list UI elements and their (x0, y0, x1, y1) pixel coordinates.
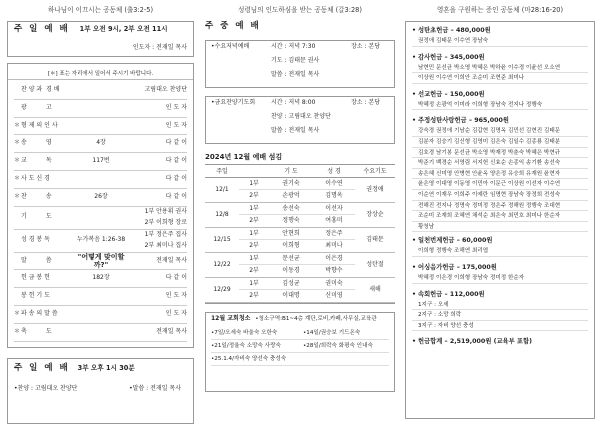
order-detail: "어떻게 맞이할까?" (77, 252, 125, 269)
order-person: 전재일 목사 (156, 256, 187, 264)
worship-order-row (14, 207, 187, 230)
order-person: 인 도 자 (165, 292, 187, 300)
service-session: 1부 (249, 280, 259, 287)
worship-order-list (14, 82, 187, 342)
service-session: 2부 (249, 267, 259, 274)
offering-list (412, 26, 588, 347)
cleaning-item: •21일/정율숙 소망숙 사랑숙 (211, 342, 281, 349)
service-duty-group (205, 278, 395, 303)
third-service-praise: •찬양 : 고림대오 찬양단 (14, 384, 78, 392)
service-session: 2부 (249, 242, 259, 249)
offering-names: 전해진 전지나 정명숙 정미정 정은주 정해원 정행숙 조대현 (412, 201, 588, 212)
order-name: 봉 헌 기 도 (21, 292, 50, 300)
offering-section (412, 90, 588, 111)
service-duty-row (239, 240, 355, 252)
order-person: 다 같 이 (165, 139, 187, 147)
order-person: 다 같 이 (165, 274, 187, 282)
offering-names: 조순미 조재희 조혜연 채석순 최은숙 최민호 최미나 한순자 (412, 211, 588, 222)
service-duty-row (239, 215, 355, 227)
service-session: 2부 (249, 217, 259, 224)
offering-section (412, 290, 588, 332)
order-name: 찬 송 (21, 192, 52, 200)
offering-title-text: 헌금합계 – 2,519,000원 (교육부 포함) (418, 338, 532, 346)
service-wed-prayer: 장상순 (366, 210, 384, 218)
friday-label: •금요찬양기도회 (211, 99, 256, 106)
offering-section (412, 116, 588, 232)
order-name: 교 독 (21, 157, 52, 165)
cleaning-list (211, 327, 389, 366)
stand-mark: ＊ (14, 174, 21, 182)
offering-names: 강숙경 권정애 기남순 김갑현 김명옥 김민선 김현진 김태문 (412, 126, 588, 137)
order-name: 형 제 의 인 사 (21, 121, 58, 129)
offering-section (412, 263, 588, 284)
order-person: 2부 이희형 장로 (144, 218, 187, 226)
offering-section (412, 26, 588, 47)
service-prayer: 손광억 (282, 192, 300, 199)
service-scripture: 신미영 (325, 292, 343, 299)
worship-order-row (14, 153, 187, 171)
service-date: 12/22 (213, 260, 231, 268)
service-date: 12/29 (213, 285, 231, 293)
cleaning-row (211, 327, 389, 340)
worship-order-row (14, 253, 187, 271)
service-duty-header (205, 165, 395, 178)
sunday-worship-title: 주 일 예 배 (14, 24, 70, 34)
service-duty-title: 2024년 12월 예배 섬김 (205, 153, 283, 161)
service-scripture: 박향수 (325, 267, 343, 274)
standing-note: [＊] 표는 자리에서 일어서 주시기 바랍니다. (8, 68, 193, 80)
column-header: 영혼을 구원하는 증인 공동체 (마28:16-20) (436, 6, 564, 14)
offering-names: 이순연 이재우 이희주 이예란 임명현 장남숙 장정희 전성숙 (412, 190, 588, 201)
service-prayer: 안현희 (282, 230, 300, 237)
service-date: 12/8 (215, 210, 229, 218)
worship-order-row (14, 270, 187, 288)
offering-names: 2지구 : 소망 희락 (412, 310, 588, 321)
order-name: 성 경 봉 독 (21, 236, 50, 244)
worship-order-row (14, 306, 187, 324)
offering-title: • 주정성탄사랑헌금 – 965,000원 (412, 117, 509, 125)
service-session: 1부 (249, 205, 259, 212)
service-prayer: 정행숙 (282, 217, 300, 224)
order-person: 2부 최미나 집사 (144, 241, 187, 249)
order-name: 헌 금 봉 헌 (21, 274, 50, 282)
service-duty-group (205, 228, 395, 253)
worship-order-row (14, 118, 187, 136)
cleaning-row (211, 353, 389, 366)
wednesday-sermon: 말씀 : 전재일 목사 (271, 70, 320, 78)
service-prayer: 문선균 (282, 255, 300, 262)
service-duty-header-cell: 주일 (216, 168, 228, 175)
service-session: 1부 (249, 230, 259, 237)
friday-prayer-box (205, 96, 395, 144)
offering-names: 1지구 : 오세 (412, 300, 588, 311)
service-wed-prayer: 성탄절 (366, 260, 384, 268)
offering-names: 윤은영 이대영 이동영 이민아 이문근 이상원 이선자 이수연 (412, 179, 588, 190)
order-name: 사 도 신 경 (21, 174, 50, 182)
cleaning-item: •7일/오세숙 바울숙 오한숙 (211, 329, 278, 336)
cleaning-area: •청소구역:B1~4층 계단,로비,카페,사무실,교육관 (255, 316, 377, 322)
service-scripture: 권미숙 (325, 280, 343, 287)
column-header: 성령님의 인도하심을 받는 공동체 (갈3:28) (238, 6, 362, 14)
service-date: 12/1 (215, 185, 229, 193)
offering-box (405, 21, 595, 419)
service-duty-row (239, 228, 355, 240)
service-prayer: 이동경 (282, 267, 300, 274)
third-service-time: 3부 오후 1시 30분 (77, 364, 135, 372)
order-person: 1부 정은주 집사 (144, 230, 187, 238)
service-duty-table (205, 164, 395, 304)
cleaning-row (211, 340, 389, 353)
offering-title: • 선교헌금 – 150,000원 (412, 90, 485, 98)
offering-title-text: 속회헌금 – 112,000원 (418, 290, 485, 298)
wednesday-time: 시간 : 저녁 7:30 (271, 43, 316, 50)
offering-names: 박준기 백경순 서영림 서지헌 신효순 손종익 송기환 송선숙 (412, 158, 588, 169)
column-worship-order (7, 0, 194, 424)
worship-order-row (14, 171, 187, 189)
service-duty-header-cell: 성 경 (327, 168, 341, 175)
offering-names: 송은혜 신미영 안병현 안윤옥 양은정 유승희 유재원 윤현자 (412, 169, 588, 180)
order-detail: 누가복음 1:26-38 (76, 236, 126, 244)
service-scripture: 이수연 (325, 180, 343, 187)
stand-mark: ＊ (14, 309, 21, 317)
service-duty-group (205, 178, 395, 203)
order-person: 다 같 이 (165, 192, 187, 200)
service-duty-row (239, 203, 355, 215)
order-detail: 26장 (94, 192, 108, 200)
service-prayer: 이대명 (282, 292, 300, 299)
offering-title: • 성탄초헌금 – 480,000원 (412, 27, 491, 34)
third-service-title: 주 일 예 배 (14, 363, 70, 373)
worship-order-row (14, 100, 187, 118)
service-scripture: 정은주 (325, 230, 343, 237)
service-duty-row (239, 253, 355, 265)
offering-names: 이희형 정행숙 조해연 최리엽 (412, 246, 588, 257)
order-person: 고림대오 찬양단 (144, 85, 187, 93)
friday-time: 시간 : 저녁 8:00 (271, 99, 316, 106)
stand-mark: ＊ (14, 157, 21, 165)
stand-mark: ＊ (14, 121, 21, 129)
third-service-sermon: •말씀 : 전재일 목사 (129, 384, 181, 392)
service-duty-header-cell (239, 165, 269, 177)
offering-section (412, 236, 588, 257)
offering-title-text: 감사헌금 – 345,000원 (418, 53, 485, 61)
cleaning-item: •14일/권승보 기드온숙 (303, 329, 361, 336)
order-name: 말 씀 (21, 256, 52, 264)
stand-mark: ＊ (14, 139, 21, 147)
stand-mark: ＊ (14, 192, 21, 200)
service-prayer: 김성균 (282, 280, 300, 287)
offering-names: 남현민 문선균 박소영 박혜은 박하윤 이수경 이윤선 오소연 (412, 63, 588, 74)
offering-names: 김분자 김숭기 김신형 김영미 김은숙 김일수 김종룡 김태분 (412, 137, 588, 148)
service-prayer: 송선숙 (282, 205, 300, 212)
order-name: 찬 양 과 경 배 (21, 85, 60, 93)
offering-title-text: 일천번제헌금 – 60,000원 (418, 237, 493, 245)
offering-section (412, 337, 588, 347)
friday-sermon: 말씀 : 전재일 목사 (271, 126, 320, 134)
service-session: 1부 (249, 255, 259, 262)
order-name: 송 영 (21, 139, 52, 147)
service-duty-row (239, 190, 355, 202)
service-duty-row (239, 278, 355, 290)
sunday-worship-leader: 인도자 : 전재일 목사 (132, 44, 187, 51)
offering-title: • 어싱음가헌금 – 175,000원 (412, 263, 497, 271)
service-wed-prayer: 권정애 (366, 185, 384, 193)
worship-order-row (14, 82, 187, 100)
worship-order-row (14, 324, 187, 342)
service-prayer: 권기숙 (282, 180, 300, 187)
column-offerings (405, 0, 595, 424)
order-detail: 4장 (96, 139, 106, 147)
offering-title-text: 성탄초헌금 – 480,000원 (418, 27, 491, 34)
service-duty-row (239, 178, 355, 190)
worship-order-row (14, 230, 187, 253)
order-person: 인 도 자 (165, 309, 187, 317)
offering-title: • 속회헌금 – 112,000원 (412, 290, 485, 298)
friday-place: 장소 : 본당 (351, 99, 381, 106)
friday-praise: 찬양 : 고림대오 찬양단 (271, 112, 331, 120)
offering-names: 박혜정 손광억 이미라 이희형 장남숙 전지나 정행숙 (412, 100, 588, 111)
offering-title: • 감사헌금 – 345,000원 (412, 53, 485, 61)
cleaning-item: •28일/희락숙 화평숙 인내숙 (303, 342, 373, 349)
service-duty-header-cell: 수요기도 (363, 168, 387, 175)
service-duty-group (205, 203, 395, 228)
order-person: 전재일 목사 (156, 327, 187, 335)
sunday-worship-time: 1부 오전 9시, 2부 오전 11시 (79, 25, 168, 33)
worship-order-row (14, 135, 187, 153)
offering-title-text: 선교헌금 – 150,000원 (418, 90, 485, 98)
order-person: 인 도 자 (165, 103, 187, 111)
sunday-worship-box (7, 21, 194, 57)
service-scripture: 이선자 (325, 205, 343, 212)
service-duty-row (239, 290, 355, 302)
order-person: 인 도 자 (165, 121, 187, 129)
offering-title: • 헌금합계 – 2,519,000원 (교육부 포함) (412, 338, 532, 346)
service-scripture: 김명옥 (325, 192, 343, 199)
offering-names: 김호경 남기봉 문선균 박소영 박재정 박춘숙 박혜은 박현규 (412, 148, 588, 159)
offering-names: 권정애 김태문 이수연 장남숙 (412, 36, 588, 47)
cleaning-item: •25.1.4/자비숙 양선숙 충성숙 (211, 355, 287, 362)
offering-section (412, 53, 588, 84)
offering-names: 3지구 : 자비 양선 충성 (412, 321, 588, 332)
service-scripture: 이은경 (325, 255, 343, 262)
offering-title-text: 주정성탄사랑헌금 – 965,000원 (418, 117, 509, 125)
service-scripture: 여홍미 (325, 217, 343, 224)
weekday-worship-title: 주 중 예 배 (205, 21, 261, 31)
order-person: 다 같 이 (165, 174, 187, 182)
third-service-box (7, 358, 194, 424)
wednesday-prayer: 기도 : 김태문 권사 (271, 56, 320, 64)
worship-order-box (7, 63, 194, 348)
service-scripture: 최미나 (325, 242, 343, 249)
wednesday-label: •수요저녁예배 (211, 43, 250, 50)
offering-names: 이상원 이수연 이희안 조순미 조현준 최미나 (412, 73, 588, 84)
service-session: 1부 (249, 180, 259, 187)
order-detail: 182장 (92, 274, 110, 282)
worship-order-row (14, 288, 187, 306)
offering-names: 박혜정 이은경 이희형 장남숙 정미정 한순자 (412, 273, 588, 284)
wednesday-worship-box (205, 40, 395, 88)
order-name: 파 송 의 말 씀 (21, 309, 58, 317)
order-name: 축 도 (21, 327, 52, 335)
worship-order-row (14, 189, 187, 207)
offering-names: 황청남 (412, 222, 588, 233)
cleaning-box (205, 312, 395, 392)
offering-title-text: 어싱음가헌금 – 175,000원 (418, 263, 497, 271)
column-header: 하나님이 이끄시는 공동체 (출3:2-5) (47, 6, 154, 14)
order-person: 1부 안용휘 권사 (144, 207, 187, 215)
service-duty-group (205, 253, 395, 278)
stand-mark: ＊ (14, 327, 21, 335)
wednesday-place: 장소 : 본당 (351, 43, 381, 50)
order-name: 광 고 (21, 103, 52, 111)
service-wed-prayer: 새해 (369, 285, 381, 293)
order-detail: 117번 (92, 157, 110, 165)
service-session: 2부 (249, 292, 259, 299)
service-wed-prayer: 김태문 (366, 235, 384, 243)
cleaning-title: 12월 교회청소 (211, 315, 251, 322)
service-date: 12/15 (213, 235, 231, 243)
order-name: 기 도 (21, 213, 52, 221)
service-duty-row (239, 265, 355, 277)
service-duty-header-cell: 기 도 (284, 168, 298, 175)
service-session: 2부 (249, 192, 259, 199)
order-person: 다 같 이 (165, 157, 187, 165)
offering-title: • 일천번제헌금 – 60,000원 (412, 237, 493, 245)
service-prayer: 이희형 (282, 242, 300, 249)
column-weekday-worship (205, 0, 395, 424)
